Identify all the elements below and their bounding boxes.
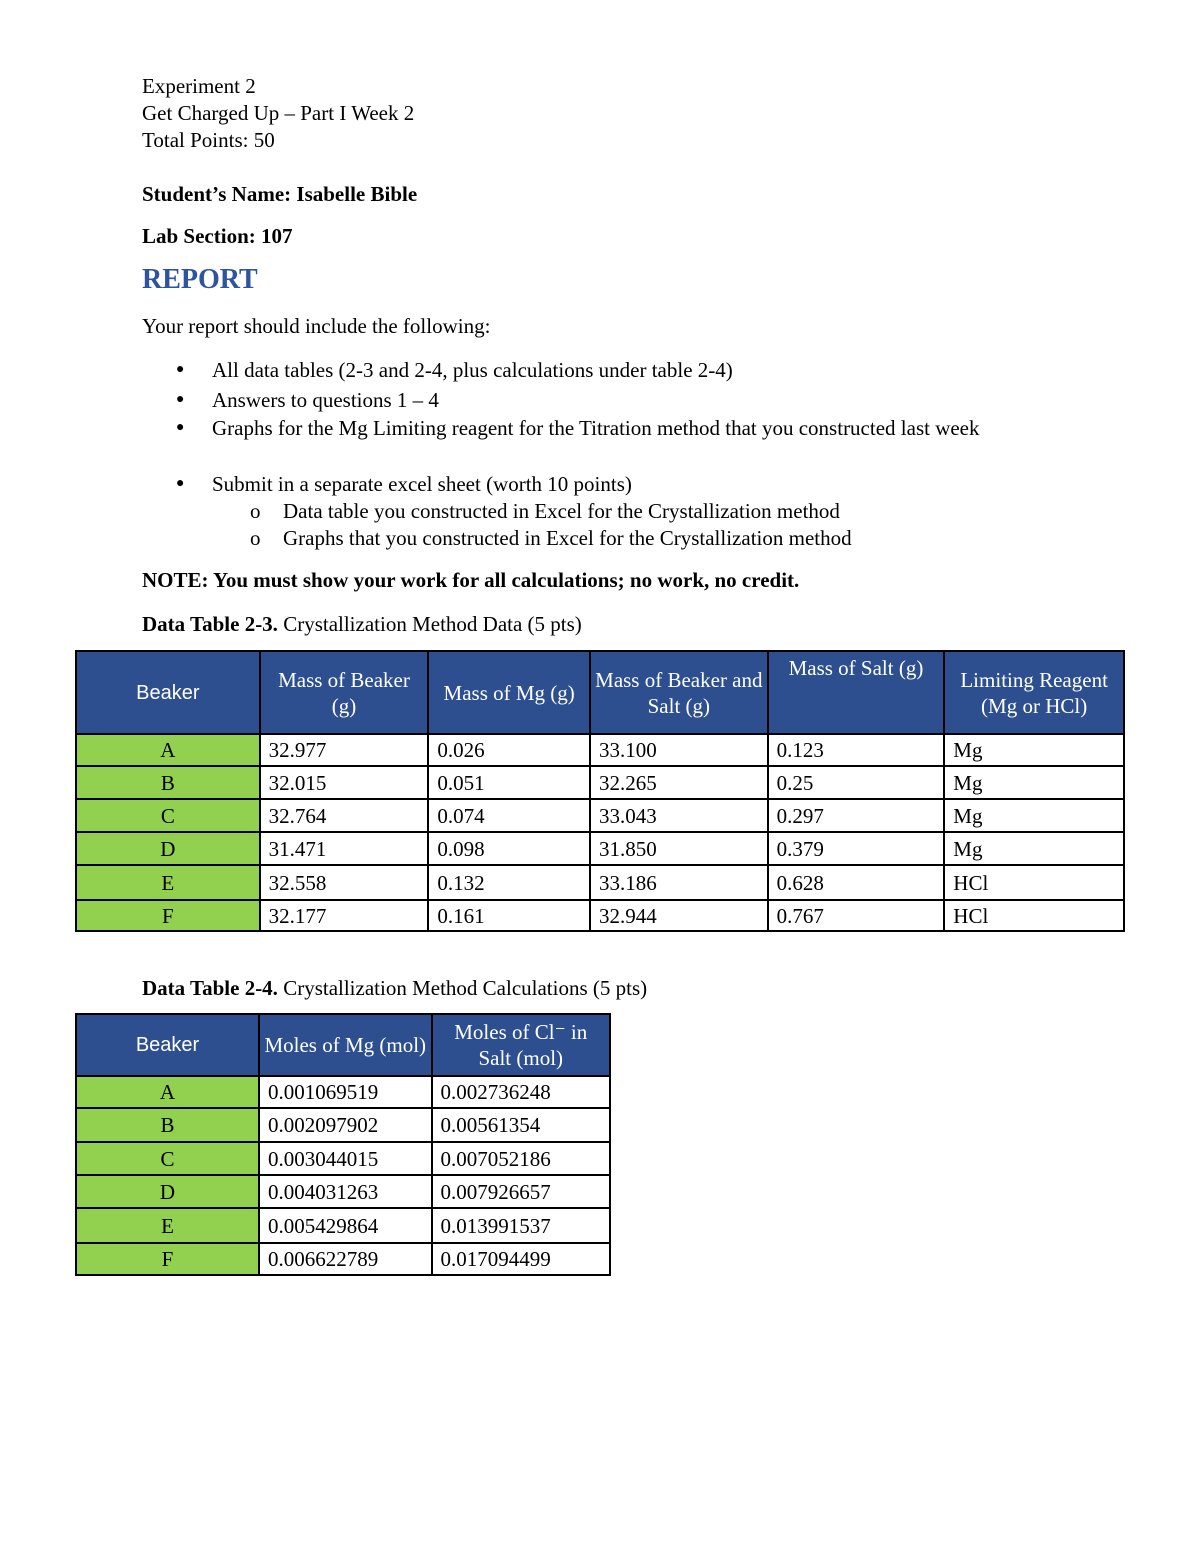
bullet: ● [176,392,185,407]
beaker-cell: D [76,832,260,865]
table-cell: 0.002097902 [259,1108,432,1142]
experiment-subtitle: Get Charged Up – Part I Week 2 [142,101,415,125]
beaker-cell: D [76,1175,259,1208]
table-cell: Mg [944,766,1124,799]
table-2-3-caption [142,611,582,637]
column-header: Moles of Cl⁻ in Salt (mol) [432,1014,610,1076]
table-cell: 0.25 [768,766,945,799]
column-header: Mass of Beaker (g) [260,651,429,734]
table-cell: 33.100 [590,734,768,766]
column-header: Limiting Reagent (Mg or HCl) [944,651,1124,734]
report-intro: Your report should include the following: [142,314,491,338]
table-cell: 0.132 [428,865,590,900]
table-row [76,1208,610,1243]
table-row [76,832,1124,865]
sub-list-item [0,525,1200,551]
column-header: Beaker [76,651,260,734]
table-row [76,865,1124,900]
table-cell: Mg [944,832,1124,865]
beaker-cell: F [76,1243,259,1275]
sub-list-item [0,498,1200,524]
lab-section-label: Lab Section: [142,224,262,248]
table-cell: 32.558 [260,865,429,900]
table-row [76,1076,610,1108]
bullet: ● [176,476,185,491]
table-2-4-caption-label: Data Table 2-4. [142,976,278,1000]
list-item-text: Graphs for the Mg Limiting reagent for the Titration method that you constructed last week [212,416,980,440]
work-note: NOTE: You must show your work for all calculations; no work, no credit. [142,568,800,592]
table-cell: 0.767 [768,900,945,931]
column-header: Mass of Salt (g) [768,651,945,734]
list-item [0,387,1200,413]
table-2-4-caption-text: Crystallization Method Calculations (5 pts) [277,976,648,1000]
table-cell: 0.005429864 [259,1208,432,1243]
student-name: Isabelle Bible [296,182,418,206]
table-cell: 33.186 [590,865,768,900]
table-cell: 0.004031263 [259,1175,432,1208]
table-row [76,900,1124,931]
list-item-text: Answers to questions 1 – 4 [212,388,439,412]
table-cell: 0.00561354 [432,1108,610,1142]
sub-bullet: o [250,526,261,550]
table-row [76,1108,610,1142]
beaker-cell: B [76,1108,259,1142]
beaker-cell: F [76,900,260,931]
table-cell: 31.850 [590,832,768,865]
beaker-cell: A [76,1076,259,1108]
table-cell: 32.944 [590,900,768,931]
column-header: Beaker [76,1014,259,1076]
student-name-line [142,181,417,207]
table-cell: 0.002736248 [432,1076,610,1108]
student-name-label: Student’s Name: [142,182,297,206]
table-cell: Mg [944,799,1124,832]
beaker-cell: A [76,734,260,766]
beaker-cell: C [76,799,260,832]
table-cell: 32.265 [590,766,768,799]
bullet: ● [176,420,185,435]
table-cell: 0.051 [428,766,590,799]
table-row [76,734,1124,766]
table-cell: 0.003044015 [259,1142,432,1175]
table-2-3-caption-text: Crystallization Method Data (5 pts) [277,612,582,636]
column-header: Moles of Mg (mol) [259,1014,432,1076]
table-cell: 0.013991537 [432,1208,610,1243]
table-cell: Mg [944,734,1124,766]
table-row [76,766,1124,799]
list-item [0,415,1200,467]
sub-list-item-text: Data table you constructed in Excel for the Crystallization method [283,499,840,523]
table-cell: 0.297 [768,799,945,832]
table-cell: 32.764 [260,799,429,832]
table-cell: 0.001069519 [259,1076,432,1108]
table-2-4 [75,1013,611,1276]
beaker-cell: E [76,1208,259,1243]
table-cell: 0.074 [428,799,590,832]
table-row [76,1142,610,1175]
table-cell: 32.015 [260,766,429,799]
list-item [0,471,1200,497]
table-cell: 0.017094499 [432,1243,610,1275]
beaker-cell: B [76,766,260,799]
table-cell: 0.161 [428,900,590,931]
table-2-4-caption [142,975,647,1001]
table-row [76,1175,610,1208]
table-cell: 0.006622789 [259,1243,432,1275]
table-cell: 31.471 [260,832,429,865]
table-cell: 32.977 [260,734,429,766]
table-header-row [76,1014,610,1076]
table-cell: HCl [944,865,1124,900]
column-header: Mass of Beaker and Salt (g) [590,651,768,734]
column-header: Mass of Mg (g) [428,651,590,734]
list-item-text: All data tables (2-3 and 2-4, plus calculations under table 2-4) [212,358,733,382]
table-cell: 0.123 [768,734,945,766]
table-cell: 33.043 [590,799,768,832]
table-cell: HCl [944,900,1124,931]
sub-list-item-text: Graphs that you constructed in Excel for the Crystallization method [283,526,852,550]
list-item [0,357,1200,383]
experiment-title: Experiment 2 [142,74,256,98]
lab-section-value: 107 [261,224,293,248]
table-2-3 [75,650,1125,932]
table-cell: 0.026 [428,734,590,766]
table-cell: 0.007052186 [432,1142,610,1175]
table-cell: 32.177 [260,900,429,931]
table-cell: 0.098 [428,832,590,865]
table-row [76,799,1124,832]
table-row [76,1243,610,1275]
report-heading: REPORT [142,264,258,295]
table-cell: 0.007926657 [432,1175,610,1208]
table-cell: 0.628 [768,865,945,900]
table-header-row [76,651,1124,734]
table-2-3-caption-label: Data Table 2-3. [142,612,278,636]
sub-bullet: o [250,499,261,523]
lab-section-line [142,223,293,249]
bullet: ● [176,362,185,377]
total-points: Total Points: 50 [142,128,275,152]
beaker-cell: C [76,1142,259,1175]
beaker-cell: E [76,865,260,900]
table-cell: 0.379 [768,832,945,865]
list-item-text: Submit in a separate excel sheet (worth 10 points) [212,472,632,496]
